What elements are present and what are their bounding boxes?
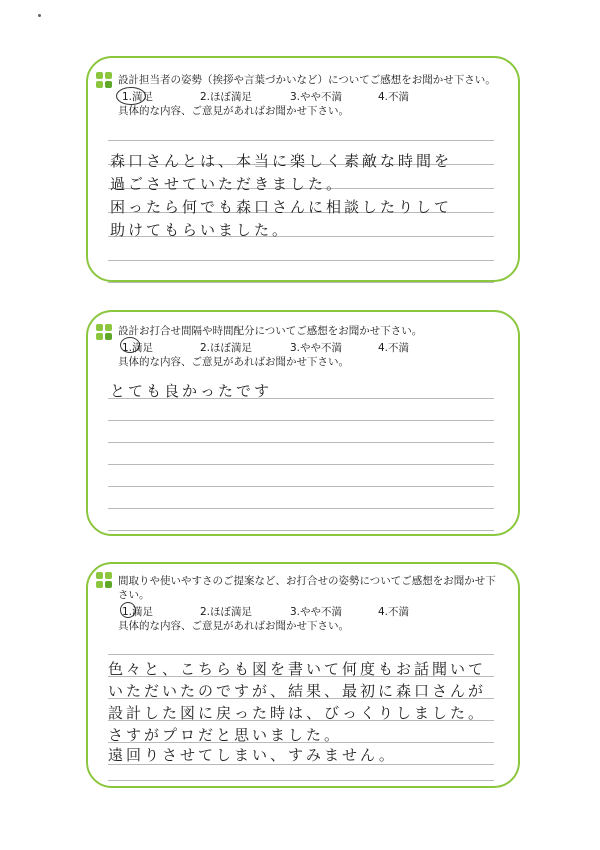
- ruled-line: [108, 442, 494, 443]
- ruled-line: [108, 420, 494, 421]
- option-satisfied[interactable]: 1.満足: [122, 91, 154, 103]
- detail-prompt: 具体的な内容、ご意見があればお聞かせ下さい。: [118, 620, 349, 632]
- ruled-line: [108, 486, 494, 487]
- handwritten-comment-line: 森口さんとは、本当に楽しく素敵な時間を: [110, 152, 453, 170]
- survey-section-3: [86, 562, 520, 788]
- ruled-line: [108, 508, 494, 509]
- handwritten-comment-line: 助けてもらいました。: [110, 221, 291, 239]
- ruled-line: [108, 140, 494, 141]
- ruled-line: [108, 282, 494, 283]
- clover-icon: [96, 324, 114, 342]
- detail-prompt: 具体的な内容、ご意見があればお聞かせ下さい。: [118, 356, 349, 368]
- comment-area[interactable]: [108, 372, 494, 532]
- ruled-line: [108, 464, 494, 465]
- handwritten-comment-line: 困ったら何でも森口さんに相談したりして: [110, 198, 453, 216]
- handwritten-comment-line: 色々と、こちらも図を書いて何度もお話聞いて: [108, 660, 487, 678]
- clover-icon: [96, 572, 114, 590]
- question-text: 設計お打合せ間隔や時間配分についてご感想をお聞かせ下さい。: [118, 325, 423, 337]
- option-mostly-satisfied[interactable]: 2.ほぼ満足: [200, 91, 253, 103]
- ruled-line: [108, 654, 494, 655]
- detail-prompt: 具体的な内容、ご意見があればお聞かせ下さい。: [118, 105, 349, 117]
- option-somewhat-dissatisfied[interactable]: 3.やや不満: [290, 606, 343, 618]
- handwritten-comment-line: 遠回りさせてしまい、すみません。: [108, 746, 397, 764]
- option-mostly-satisfied[interactable]: 2.ほぼ満足: [200, 342, 253, 354]
- handwritten-comment-line: 過ごさせていただきました。: [110, 175, 345, 193]
- option-dissatisfied[interactable]: 4.不満: [378, 606, 410, 618]
- ruled-line: [108, 260, 494, 261]
- option-mostly-satisfied[interactable]: 2.ほぼ満足: [200, 606, 253, 618]
- option-dissatisfied[interactable]: 4.不満: [378, 342, 410, 354]
- scan-speck: [38, 14, 41, 17]
- question-text: 設計担当者の姿勢（挨拶や言葉づかいなど）についてご感想をお聞かせ下さい。: [118, 74, 496, 86]
- handwritten-comment-line: いただいたのですが、結果、最初に森口さんが: [108, 682, 487, 700]
- handwritten-comment-line: とても良かったです: [110, 382, 273, 400]
- option-dissatisfied[interactable]: 4.不満: [378, 91, 410, 103]
- handwritten-comment-line: さすがプロだと思いました。: [108, 726, 343, 744]
- option-somewhat-dissatisfied[interactable]: 3.やや不満: [290, 342, 343, 354]
- ruled-line: [108, 780, 494, 781]
- clover-icon: [96, 72, 114, 90]
- question-text: 間取りや使いやすさのご提案など、お打合せの姿勢についてご感想をお聞かせ下さい。: [118, 575, 496, 601]
- option-satisfied[interactable]: 1.満足: [122, 606, 154, 618]
- option-somewhat-dissatisfied[interactable]: 3.やや不満: [290, 91, 343, 103]
- option-satisfied[interactable]: 1.満足: [122, 342, 154, 354]
- comment-area[interactable]: [108, 632, 494, 782]
- survey-section-2: [86, 310, 520, 536]
- survey-section-1: [86, 56, 520, 282]
- ruled-line: [108, 530, 494, 531]
- comment-area[interactable]: [108, 118, 494, 278]
- handwritten-comment-line: 設計した図に戻った時は、びっくりしました。: [108, 704, 487, 722]
